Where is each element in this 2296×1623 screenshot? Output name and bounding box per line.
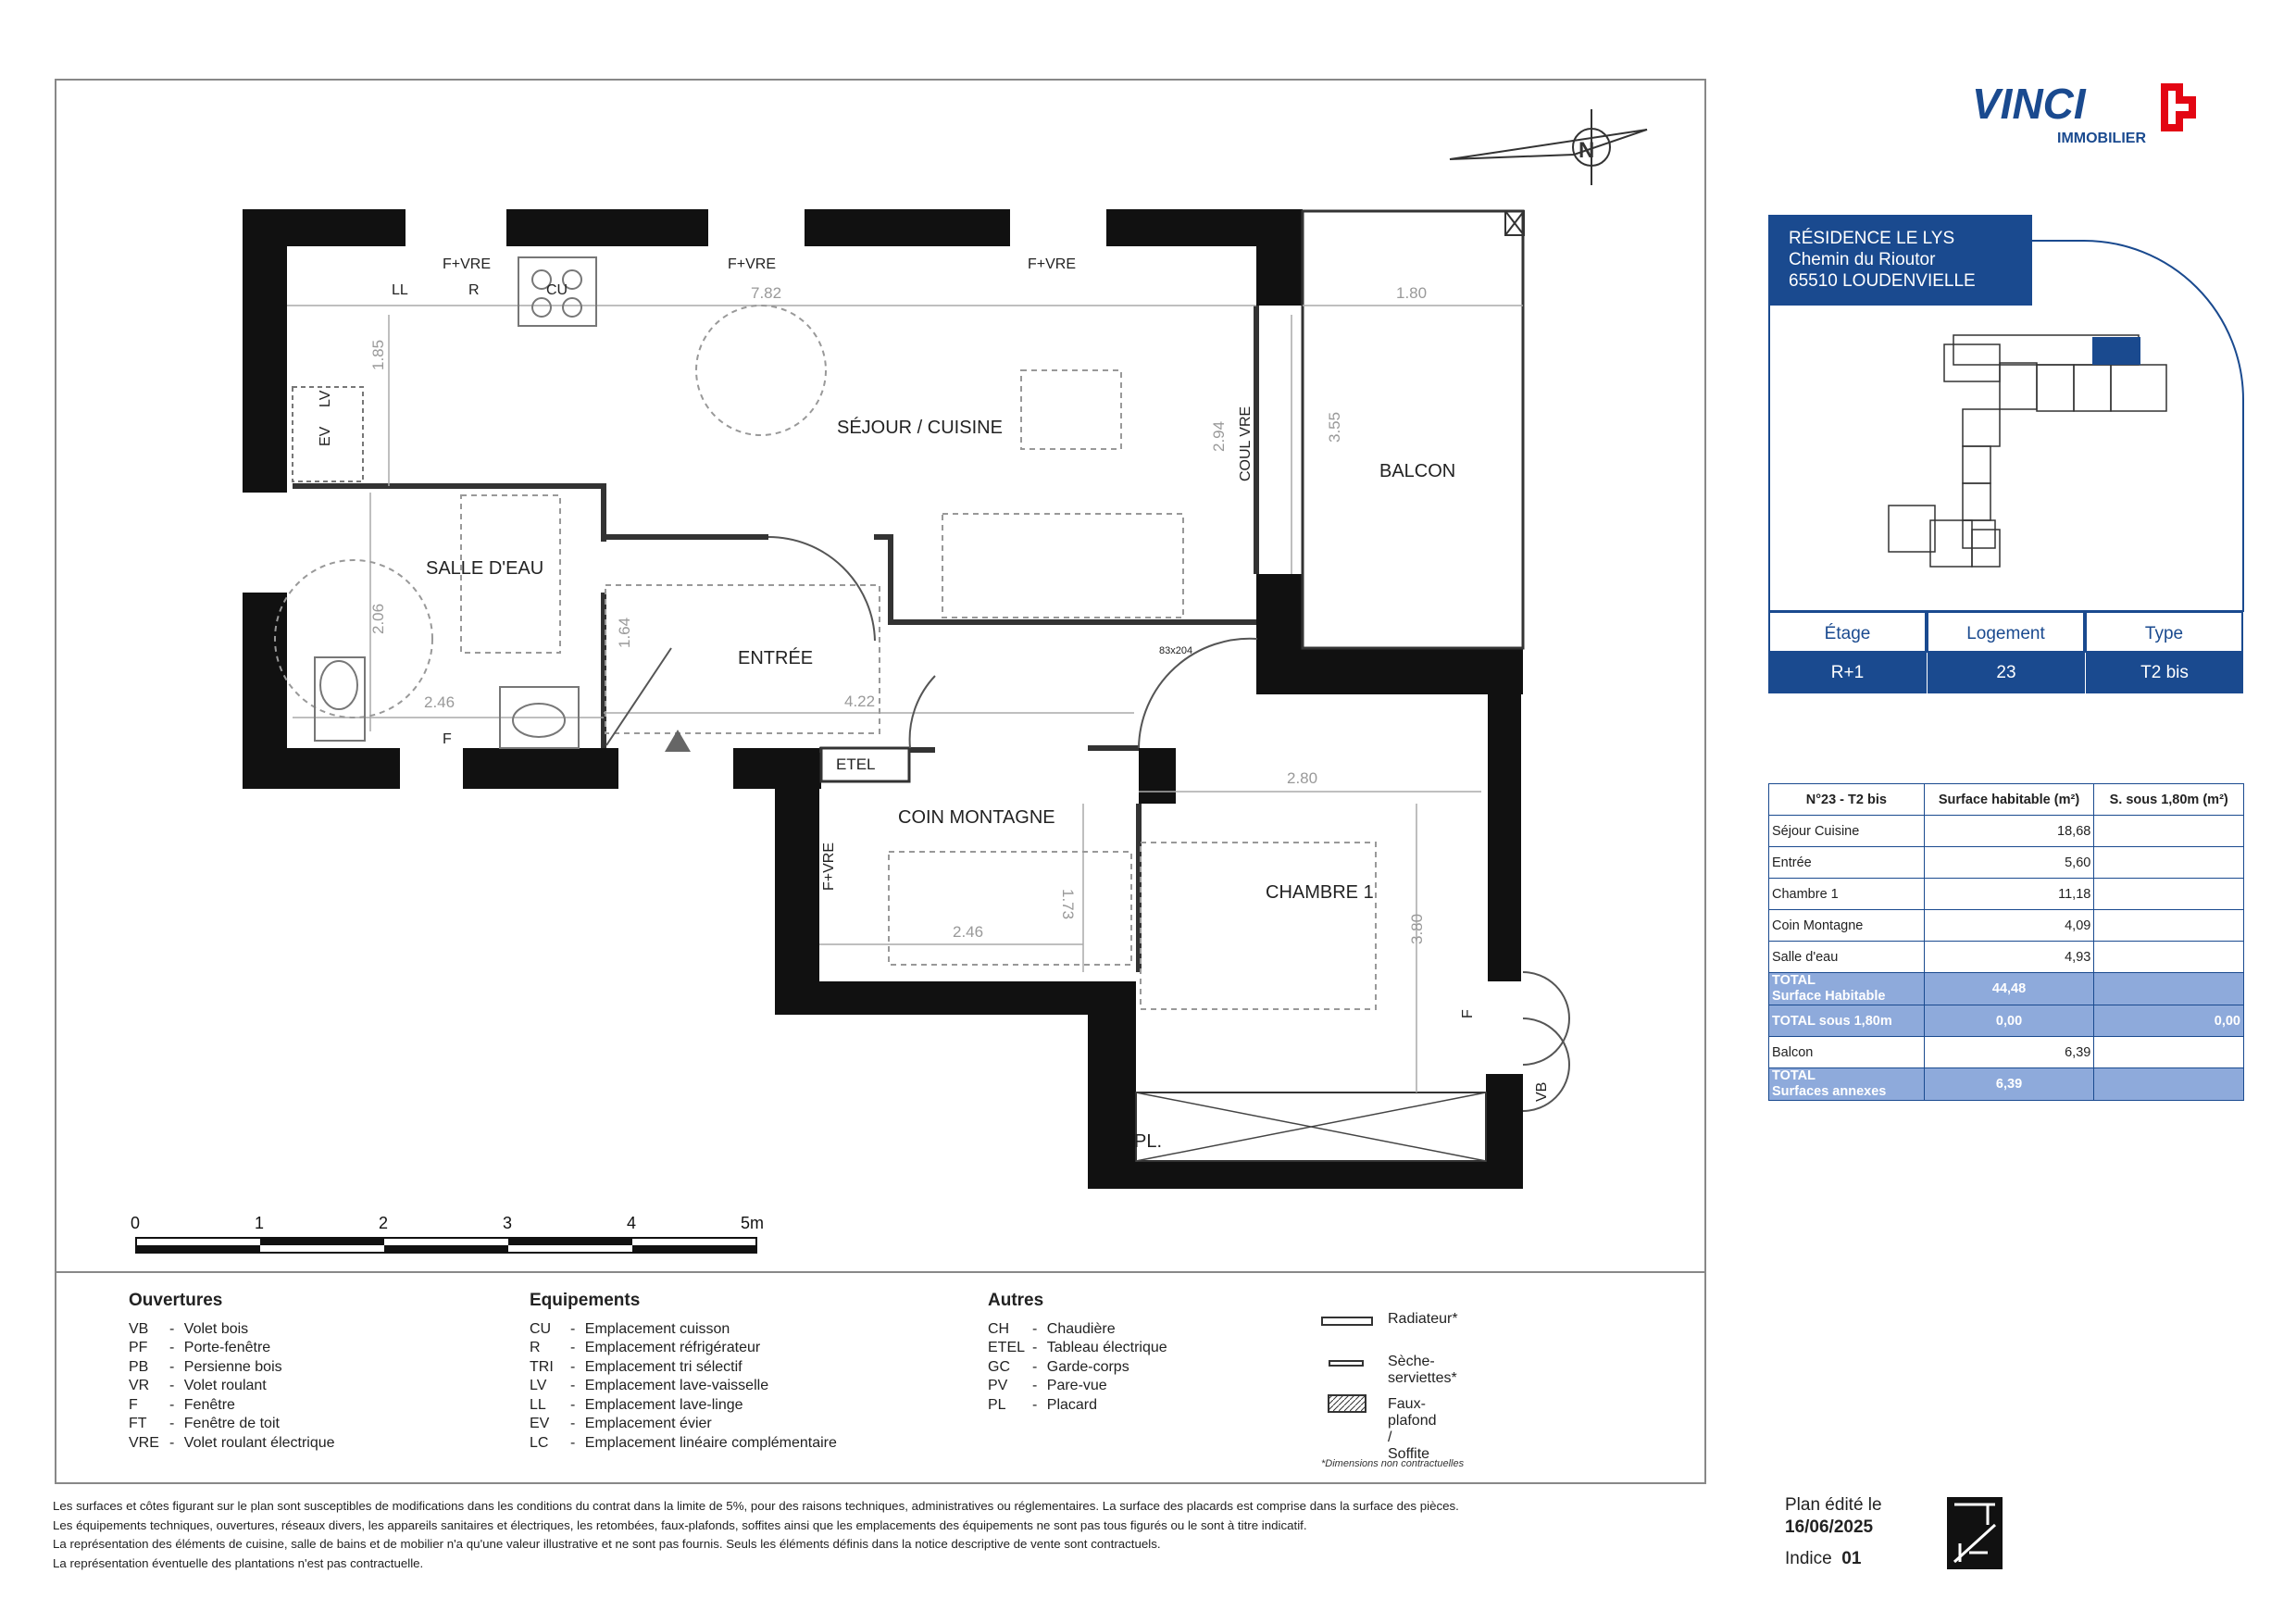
disclaimer-line: Les équipements techniques, ouvertures, réseaux divers, les appareils sanitaires et électriques, les retombées, faux-plafonds, soffites ainsi que les emplacements des équipements ne sont pas tous figurés ou le sont à titre indicatif. bbox=[53, 1517, 1307, 1532]
table-cell: 11,18 bbox=[1924, 879, 2094, 910]
residence-street: Chemin du Rioutor bbox=[1789, 250, 1936, 269]
room-sejour-label: SÉJOUR / CUISINE bbox=[837, 418, 1003, 438]
logo-immobilier-text: IMMOBILIER bbox=[2057, 131, 2146, 146]
dim-280: 2.80 bbox=[1287, 769, 1318, 787]
legend-equipements-text: Emplacement évier bbox=[584, 1416, 712, 1431]
table-cell bbox=[2094, 816, 2244, 847]
ev-label: EV bbox=[318, 426, 333, 446]
legend-equipements bbox=[530, 1292, 837, 1453]
legend-ouvertures-text: Porte-fenêtre bbox=[183, 1340, 271, 1355]
legend-equipements-code: CU bbox=[530, 1320, 552, 1337]
table-cell: Coin Montagne bbox=[1769, 910, 1925, 942]
legend-autres-item bbox=[988, 1358, 1167, 1378]
legend-autres-code: ETEL bbox=[988, 1340, 1026, 1355]
legend-equipements-code: EV bbox=[530, 1416, 550, 1431]
dim-782: 7.82 bbox=[751, 284, 782, 302]
legend-seche: Sèche-serviettes* bbox=[1388, 1354, 1457, 1386]
legend-equipements-item bbox=[530, 1320, 837, 1340]
svg-text:N: N bbox=[1578, 138, 1595, 163]
legend-ouvertures-text: Volet bois bbox=[183, 1320, 249, 1337]
table-cell bbox=[2094, 973, 2244, 1005]
legend-ouvertures-item bbox=[129, 1377, 335, 1396]
legend-equipements-code: R bbox=[530, 1340, 541, 1355]
table-cell: Séjour Cuisine bbox=[1769, 816, 1925, 847]
table-row bbox=[1769, 942, 2244, 973]
coul-vre-label: COUL VRE bbox=[1238, 406, 1254, 481]
dim-422: 4.22 bbox=[844, 693, 876, 710]
legend-faux: Faux-plafond / Soffite bbox=[1388, 1396, 1437, 1462]
legend-ouvertures-code: FT bbox=[129, 1416, 147, 1431]
surface-table bbox=[1768, 783, 2244, 1101]
legend-equipements-code: TRI bbox=[530, 1358, 554, 1375]
legend-equipements-item bbox=[530, 1358, 837, 1378]
legend-note: *Dimensions non contractuelles bbox=[1321, 1458, 1465, 1469]
dim-355: 3.55 bbox=[1326, 411, 1343, 443]
table-cell bbox=[1769, 1068, 1925, 1101]
fvre-label-1: F+VRE bbox=[443, 256, 492, 272]
table-cell: 4,93 bbox=[1924, 942, 2094, 973]
info-header-type: Type bbox=[2085, 611, 2243, 653]
fvre-label-3: F+VRE bbox=[1028, 256, 1077, 272]
table-header: Surface habitable (m²) bbox=[1924, 784, 2094, 816]
table-cell: Salle d'eau bbox=[1769, 942, 1925, 973]
legend-panel bbox=[55, 1273, 1706, 1484]
furniture bbox=[275, 306, 1376, 1009]
scale-5: 5m bbox=[741, 1214, 765, 1232]
legend-autres-code: PL bbox=[988, 1396, 1006, 1413]
legend-ouvertures-separator: - bbox=[169, 1416, 179, 1431]
table-row bbox=[1769, 973, 2244, 1005]
scale-3: 3 bbox=[503, 1214, 513, 1232]
table-cell bbox=[2094, 1068, 2244, 1101]
table-cell bbox=[2094, 910, 2244, 942]
indice-value: 01 bbox=[1841, 1549, 1862, 1568]
room-coin-label: COIN MONTAGNE bbox=[898, 807, 1055, 828]
total-label: TOTAL bbox=[1772, 1068, 1816, 1083]
legend-ouvertures-code: PF bbox=[129, 1340, 148, 1355]
room-chambre-label: CHAMBRE 1 bbox=[1266, 882, 1374, 903]
legend-autres-text: Chaudière bbox=[1046, 1320, 1116, 1337]
scale-4: 4 bbox=[627, 1214, 637, 1232]
legend-autres-text: Placard bbox=[1046, 1396, 1098, 1413]
cu-label: CU bbox=[546, 282, 568, 298]
legend-equipements-separator: - bbox=[570, 1396, 580, 1413]
room-balcon-label: BALCON bbox=[1379, 461, 1456, 481]
seche-serviettes-icon bbox=[1328, 1357, 1383, 1370]
legend-autres-separator: - bbox=[1032, 1340, 1042, 1355]
etel-label: ETEL bbox=[836, 755, 876, 773]
legend-ouvertures-separator: - bbox=[169, 1378, 179, 1393]
vinci-immobilier-logo bbox=[1972, 78, 2226, 147]
logo-vinci-text: VINCI bbox=[1972, 80, 2086, 128]
dim-294: 2.94 bbox=[1210, 420, 1228, 452]
legend-ouvertures-item bbox=[129, 1434, 335, 1454]
legend-ouvertures-item bbox=[129, 1358, 335, 1378]
interior-walls bbox=[293, 306, 1256, 972]
scale-2: 2 bbox=[379, 1214, 389, 1232]
table-row bbox=[1769, 1068, 2244, 1101]
legend-equipements-code: LC bbox=[530, 1434, 549, 1451]
legend-equipements-code: LV bbox=[530, 1378, 547, 1393]
table-header: N°23 - T2 bis bbox=[1769, 784, 1925, 816]
legend-equipements-separator: - bbox=[570, 1416, 580, 1431]
info-value-logement: 23 bbox=[1927, 653, 2085, 693]
dim-180: 1.80 bbox=[1396, 284, 1428, 302]
disclaimer-line: La représentation des éléments de cuisine, salle de bains et de mobilier n'a qu'une valeur illustrative et ne sont pas fournis. Seuls les éléments définis dans la notice descriptive de vente sont contractuels. bbox=[53, 1537, 1161, 1551]
north-arrow-icon bbox=[1450, 109, 1647, 185]
placard-label: PL. bbox=[1134, 1131, 1163, 1152]
legend-ouvertures-text: Fenêtre bbox=[183, 1396, 235, 1413]
dim-185: 1.85 bbox=[369, 339, 387, 370]
disclaimer bbox=[53, 1497, 1645, 1573]
table-cell bbox=[2094, 1037, 2244, 1068]
legend-equipements-item bbox=[530, 1396, 837, 1416]
table-cell: 0,00 bbox=[2094, 1005, 2244, 1037]
table-row bbox=[1769, 1005, 2244, 1037]
legend-ouvertures-separator: - bbox=[169, 1320, 179, 1337]
table-cell: 18,68 bbox=[1924, 816, 2094, 847]
legend-equipements-separator: - bbox=[570, 1358, 580, 1375]
legend-ouvertures bbox=[129, 1292, 335, 1453]
edition-date: 16/06/2025 bbox=[1785, 1517, 1874, 1537]
table-cell: TOTAL sous 1,80m bbox=[1769, 1005, 1925, 1037]
legend-autres-text: Tableau électrique bbox=[1046, 1340, 1167, 1355]
legend-autres-code: GC bbox=[988, 1358, 1010, 1375]
vb-label: VB bbox=[1534, 1081, 1550, 1102]
ll-label: LL bbox=[392, 282, 408, 298]
residence-address-box bbox=[1768, 215, 2032, 306]
edition-label: Plan édité le bbox=[1785, 1495, 1882, 1515]
table-header: S. sous 1,80m (m²) bbox=[2094, 784, 2244, 816]
legend-autres-item bbox=[988, 1320, 1167, 1340]
faux-plafond-icon bbox=[1328, 1394, 1368, 1415]
edition-indice bbox=[1785, 1548, 1882, 1570]
table-cell: Balcon bbox=[1769, 1037, 1925, 1068]
legend-ouvertures-item bbox=[129, 1320, 335, 1340]
legend-autres-text: Garde-corps bbox=[1046, 1358, 1129, 1375]
legend-ouvertures-code: F bbox=[129, 1396, 138, 1413]
legend-ouvertures-separator: - bbox=[169, 1340, 179, 1355]
table-row bbox=[1769, 1037, 2244, 1068]
info-header-logement: Logement bbox=[1927, 611, 2085, 653]
legend-ouvertures-text: Fenêtre de toit bbox=[183, 1416, 280, 1431]
dim-246a: 2.46 bbox=[424, 693, 455, 711]
legend-ouvertures-code: PB bbox=[129, 1358, 149, 1375]
table-header-row bbox=[1769, 784, 2244, 816]
lv-label: LV bbox=[318, 390, 333, 407]
legend-autres-code: PV bbox=[988, 1378, 1008, 1393]
architect-badge-icon bbox=[1947, 1497, 2003, 1569]
table-cell: 6,39 bbox=[1924, 1068, 2094, 1101]
legend-equipements-item bbox=[530, 1339, 837, 1358]
disclaimer-line: Les surfaces et côtes figurant sur le plan sont susceptibles de modifications dans les conditions du contrat dans la limite de 5%, pour des raisons techniques, administratives ou réglementaires. La surface des placards est comprise dans la surface des pièces. bbox=[53, 1499, 1459, 1513]
indice-label: Indice bbox=[1785, 1549, 1832, 1568]
kitchen-appliances bbox=[293, 257, 596, 748]
scale-bar bbox=[131, 1214, 764, 1253]
scale-0: 0 bbox=[131, 1214, 141, 1232]
legend-equipements-text: Emplacement réfrigérateur bbox=[584, 1340, 761, 1355]
table-row bbox=[1769, 879, 2244, 910]
door-size-label: 83x204 bbox=[1159, 645, 1193, 656]
legend-ouvertures-item bbox=[129, 1415, 335, 1434]
legend-equipements-text: Emplacement cuisson bbox=[584, 1320, 730, 1337]
table-cell bbox=[2094, 879, 2244, 910]
legend-autres-separator: - bbox=[1032, 1320, 1042, 1337]
legend-ouvertures-text: Volet roulant électrique bbox=[183, 1434, 335, 1451]
fvre-label-2: F+VRE bbox=[728, 256, 777, 272]
table-row bbox=[1769, 910, 2244, 942]
edition-info bbox=[1785, 1494, 1882, 1570]
residence-city: 65510 LOUDENVIELLE bbox=[1789, 271, 1976, 291]
legend-ouvertures-item bbox=[129, 1396, 335, 1416]
legend-ouvertures-item bbox=[129, 1339, 335, 1358]
legend-autres-separator: - bbox=[1032, 1378, 1042, 1393]
legend-ouvertures-separator: - bbox=[169, 1358, 179, 1375]
table-cell bbox=[2094, 847, 2244, 879]
f-sde-label: F bbox=[443, 731, 452, 747]
total-label: Surfaces annexes bbox=[1772, 1084, 1887, 1099]
legend-autres-title: Autres bbox=[988, 1291, 1044, 1310]
table-cell: 5,60 bbox=[1924, 847, 2094, 879]
table-cell bbox=[1769, 973, 1925, 1005]
key-plan bbox=[1889, 335, 2166, 567]
radiateur-icon bbox=[1320, 1315, 1376, 1328]
table-cell: 44,48 bbox=[1924, 973, 2094, 1005]
table-cell: 0,00 bbox=[1924, 1005, 2094, 1037]
table-row bbox=[1769, 847, 2244, 879]
legend-autres-item bbox=[988, 1396, 1167, 1416]
scale-1: 1 bbox=[255, 1214, 265, 1232]
legend-equipements-code: LL bbox=[530, 1396, 546, 1413]
legend-equipements-item bbox=[530, 1434, 837, 1454]
legend-equipements-title: Equipements bbox=[530, 1291, 641, 1310]
legend-ouvertures-code: VRE bbox=[129, 1434, 159, 1451]
total-label: Surface Habitable bbox=[1772, 989, 1886, 1004]
legend-ouvertures-code: VR bbox=[129, 1378, 150, 1393]
legend-autres-text: Pare-vue bbox=[1046, 1378, 1107, 1393]
legend-ouvertures-title: Ouvertures bbox=[129, 1291, 223, 1310]
dim-173: 1.73 bbox=[1059, 889, 1077, 920]
legend-autres-code: CH bbox=[988, 1320, 1010, 1337]
table-cell bbox=[2094, 942, 2244, 973]
table-cell: 6,39 bbox=[1924, 1037, 2094, 1068]
info-value-type: T2 bis bbox=[2085, 653, 2243, 693]
legend-radiateur: Radiateur* bbox=[1388, 1311, 1458, 1327]
table-cell: Entrée bbox=[1769, 847, 1925, 879]
legend-ouvertures-text: Persienne bois bbox=[183, 1358, 282, 1375]
disclaimer-line: La représentation éventuelle des plantations n'est pas contractuelle. bbox=[53, 1555, 424, 1570]
dim-206: 2.06 bbox=[369, 603, 387, 634]
plan-frame bbox=[55, 79, 1706, 1273]
legend-autres-item bbox=[988, 1339, 1167, 1358]
legend-ouvertures-text: Volet roulant bbox=[183, 1378, 267, 1393]
room-salle-eau-label: SALLE D'EAU bbox=[426, 558, 544, 579]
fvre-label-4: F+VRE bbox=[821, 842, 837, 891]
table-cell: Chambre 1 bbox=[1769, 879, 1925, 910]
legend-autres-separator: - bbox=[1032, 1396, 1042, 1413]
legend-equipements-text: Emplacement linéaire complémentaire bbox=[584, 1434, 837, 1451]
legend-equipements-separator: - bbox=[570, 1340, 580, 1355]
info-header-etage: Étage bbox=[1768, 611, 1927, 653]
dim-246b: 2.46 bbox=[953, 923, 984, 941]
legend-equipements-item bbox=[530, 1415, 837, 1434]
legend-ouvertures-separator: - bbox=[169, 1434, 179, 1451]
info-value-etage: R+1 bbox=[1768, 653, 1927, 693]
legend-autres-separator: - bbox=[1032, 1358, 1042, 1375]
floor-plan bbox=[56, 81, 1704, 1271]
legend-equipements-separator: - bbox=[570, 1378, 580, 1393]
legend-ouvertures-code: VB bbox=[129, 1320, 149, 1337]
dim-380: 3.80 bbox=[1408, 913, 1426, 944]
legend-equipements-text: Emplacement lave-linge bbox=[584, 1396, 743, 1413]
r-label: R bbox=[468, 282, 480, 298]
legend-autres bbox=[988, 1292, 1167, 1415]
key-plan-highlight bbox=[2092, 337, 2140, 365]
f-chambre-label: F bbox=[1460, 1009, 1476, 1018]
table-row bbox=[1769, 816, 2244, 847]
legend-equipements-text: Emplacement tri sélectif bbox=[584, 1358, 742, 1375]
dim-164: 1.64 bbox=[616, 617, 633, 648]
room-entree-label: ENTRÉE bbox=[738, 648, 814, 668]
residence-name: RÉSIDENCE LE LYS bbox=[1789, 229, 1955, 248]
legend-autres-item bbox=[988, 1377, 1167, 1396]
legend-ouvertures-separator: - bbox=[169, 1396, 179, 1413]
logo-cross-icon bbox=[2165, 87, 2192, 128]
table-cell: 4,09 bbox=[1924, 910, 2094, 942]
total-label: TOTAL bbox=[1772, 973, 1816, 988]
legend-equipements-separator: - bbox=[570, 1434, 580, 1451]
legend-equipements-text: Emplacement lave-vaisselle bbox=[584, 1378, 769, 1393]
legend-equipements-separator: - bbox=[570, 1320, 580, 1337]
legend-equipements-item bbox=[530, 1377, 837, 1396]
